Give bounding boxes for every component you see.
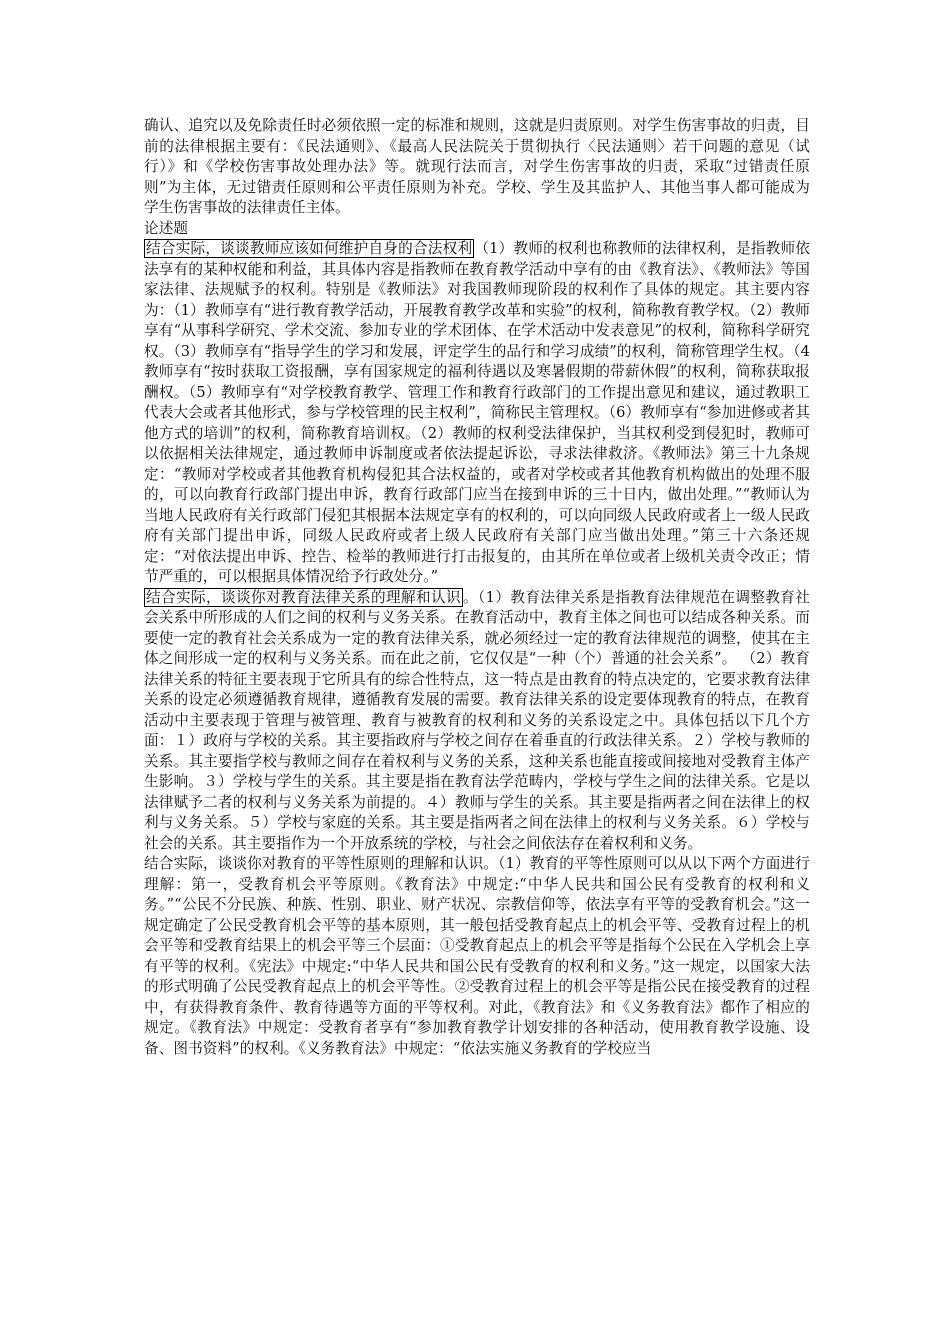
question-title-1: 结合实际，谈谈教师应该如何维护自身的合法权利	[146, 240, 473, 257]
document-page	[144, 116, 810, 1059]
answer-text-3: （1）教育的平等性原则可以从以下两个方面进行理解：第一，受教育机会平等原则。《教育法》中规定:“中华人民共和国公民有受教育的权利和义务。”“公民不分民族、种族、性别、职业、财产状况、宗教信仰等，依法享有平等的受教育机会。”这一规定确定了公民受教育机会平等的基本原则，其一般包括受教育起点上的机会平等、受教育过程上的机会平等和受教育结果上的机会平等三个层面：①受教育起点上的机会平等是指每个公民在入学机会上享有平等的权利。《宪法》中规定:“中华人民共和国公民有受教育的权利和义务。”这一规定，以国家大法的形式明确了公民受教育起点上的机会平等性。②受教育过程上的机会平等是指公民在接受教育的过程中，有获得教育条件、教育待遇等方面的平等权利。对此，《教育法》和《义务教育法》都作了相应的规定。《教育法》中规定：受教育者享有“参加教育教学计划安排的各种活动，使用教育教学设施、设备、图书资料”的权利。《义务教育法》中规定：“依法实施义务教育的学校应当	[144, 855, 811, 1057]
question-paragraph-2	[144, 588, 810, 855]
intro-paragraph: 确认、追究以及免除责任时必须依照一定的标准和规则，这就是归责原则。对学生伤害事故的归责，目前的法律根据主要有：《民法通则》、《最高人民法院关于贯彻执行〈民法通则〉若干问题的意见（试行）》和《学校伤害事故处理办法》等。就现行法而言，对学生伤害事故的归责，采取“过错责任原则”为主体，无过错责任原则和公平责任原则为补充。学校、学生及其监护人、其他当事人都可能成为学生伤害事故的法律责任主体。	[144, 117, 810, 216]
question-title-2: 结合实际，谈谈你对教育法律关系的理解和认识	[146, 588, 461, 606]
section-heading: 论述题	[144, 219, 189, 237]
question-paragraph-3	[144, 854, 810, 1059]
question-title-3: 结合实际，谈谈你对教育的平等性原则的理解和认识。	[144, 855, 499, 872]
answer-text-2: 。（1）教育法律关系是指教育法律规范在调整教育社会关系中所形成的人们之间的权利与义务关系。在教育活动中，教育主体之间也可以结成各种关系。而要使一定的教育社会关系成为一定的教育法律关系，就必须经过一定的教育法律规范的调整，使其在主体之间形成一定的权利与义务关系。而在此之前，它仅仅是“一种（个）普通的社会关系”。 （2）教育法律关系的特征主要表现于它所具有的综合性特点，这一特点是由教育的特点决定的，它要求教育法律关系的设定必须遵循教育规律，遵循教育发展的需要。教育法律关系的设定要体现教育的特点，在教育活动中主要表现于管理与被管理、教育与被教育的权利和义务的关系设定之中。具体包括以下几个方面：１）政府与学校的关系。其主要指政府与学校之间存在着垂直的行政法律关系。２）学校与教师的关系。其主要指学校与教师之间存在着权利与义务的关系，这种关系也能直接或间接地对受教育主体产生影响。３）学校与学生的关系。其主要是指在教育法学范畴内，学校与学生之间的法律关系。它是以法律赋予二者的权利与义务关系为前提的。４）教师与学生的关系。其主要是指两者之间在法律上的权利与义务关系。５）学校与家庭的关系。其主要是指两者之间在法律上的权利与义务关系。６）学校与社会的关系。其主要指作为一个开放系统的学校，与社会之间依法存在着权利和义务。	[144, 588, 811, 852]
question-paragraph-1	[144, 239, 810, 588]
answer-text-1: （1）教师的权利也称教师的法律权利，是指教师依法享有的某种权能和利益，其具体内容是指教师在教育教学活动中享有的由《教育法》、《教师法》等国家法律、法规赋予的权利。特别是《教师法》对我国教师现阶段的权利作了具体的规定。其主要内容为：（1）教师享有“进行教育教学活动，开展教育教学改革和实验”的权利，简称教育教学权。（2）教师享有“从事科学研究、学术交流、参加专业的学术团体、在学术活动中发表意见”的权利，简称科学研究权。（3）教师享有“指导学生的学习和发展，评定学生的品行和学习成绩”的权利，简称管理学生权。（4 教师享有“按时获取工资报酬，享有国家规定的福利待遇以及寒暑假期的带薪休假”的权利，简称获取报酬权。（5）教师享有“对学校教育教学、管理工作和教育行政部门的工作提出意见和建议，通过教职工代表大会或者其他形式，参与学校管理的民主权利”，简称民主管理权。（6）教师享有“参加进修或者其他方式的培训”的权利，简称教育培训权。（2）教师的权利受法律保护，当其权利受到侵犯时，教师可以依据相关法律规定，通过教师申诉制度或者依法提起诉讼，寻求法律救济。《教师法》第三十九条规定：“教师对学校或者其他教育机构侵犯其合法权益的，或者对学校或者其他教育机构做出的处理不服的，可以向教育行政部门提出申诉，教育行政部门应当在接到申诉的三十日内，做出处理。”“教师认为当地人民政府有关行政部门侵犯其根据本法规定享有的权利的，可以向同级人民政府或者上一级人民政府有关部门提出申诉，同级人民政府或者上级人民政府有关部门应当做出处理。”第三十六条还规定：“对依法提出申诉、控告、检举的教师进行打击报复的，由其所在单位或者上级机关责令改正；情节严重的，可以根据具体情况给予行政处分。”	[144, 240, 811, 585]
